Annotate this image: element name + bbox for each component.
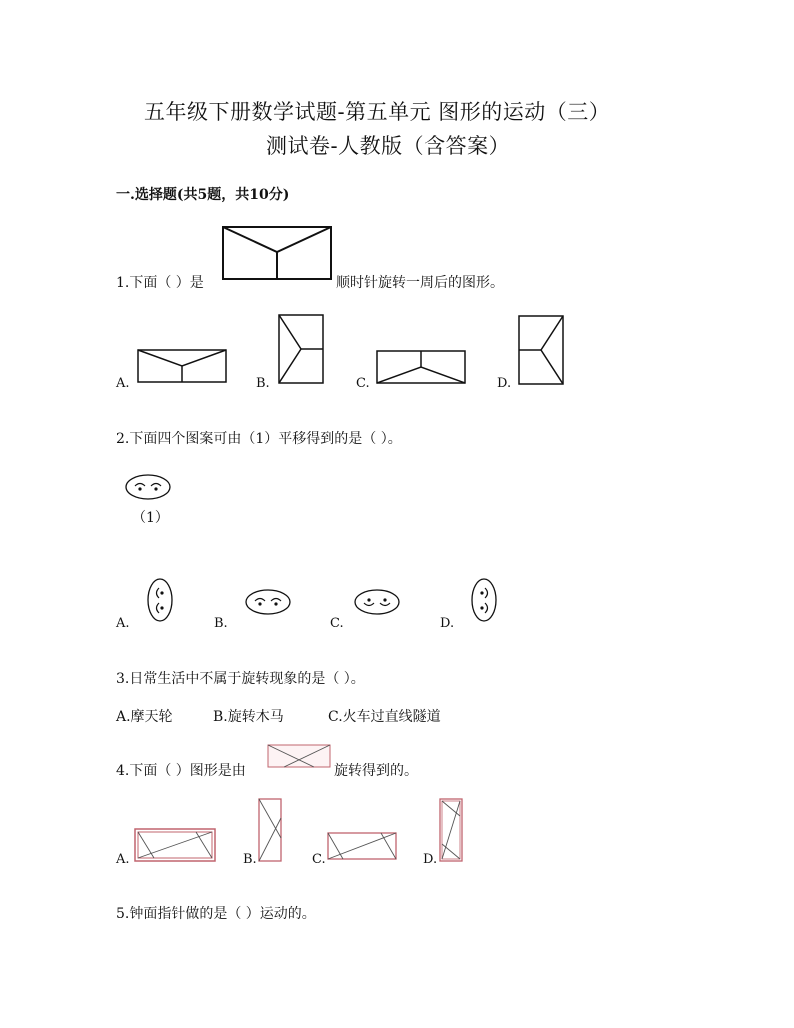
q5-text: 5.钟面指针做的是（ ）运动的。 <box>116 906 316 922</box>
q3-option-b: B.旋转木马 <box>213 709 284 725</box>
q1-option-a-figure <box>137 349 229 385</box>
q1-option-d-label: D. <box>497 376 512 391</box>
q1-suffix: 顺时针旋转一周后的图形。 <box>336 275 504 291</box>
q3-option-a: A.摩天轮 <box>116 709 173 725</box>
q1-option-a-label: A. <box>116 376 130 391</box>
q1-envelope-figure <box>222 226 334 282</box>
q4-option-a-figure <box>134 828 218 864</box>
q1-option-b-label: B. <box>256 376 270 391</box>
q4-suffix: 旋转得到的。 <box>334 763 418 779</box>
q3-option-c: C.火车过直线隧道 <box>328 709 441 725</box>
page-title-line2: 测试卷-人教版（含答案） <box>266 134 511 158</box>
q2-option-a-label: A. <box>116 616 130 631</box>
q2-text: 2.下面四个图案可由（1）平移得到的是（ ）。 <box>116 431 402 447</box>
q1-option-d-figure <box>518 315 566 387</box>
q2-option-b-label: B. <box>214 616 228 631</box>
q1-option-c-figure <box>376 350 468 386</box>
q4-option-d-label: D. <box>423 852 438 867</box>
page-title-line1: 五年级下册数学试题-第五单元 图形的运动（三） <box>144 100 611 124</box>
q4-option-d-figure <box>439 798 465 864</box>
q2-option-d-figure <box>470 578 500 626</box>
q2-option-a-figure <box>146 578 176 626</box>
q4-option-c-label: C. <box>312 852 326 867</box>
q4-option-b-label: B. <box>243 852 257 867</box>
q2-option-c-label: C. <box>330 616 344 631</box>
q1-option-c-label: C. <box>356 376 370 391</box>
q1-prefix: 1.下面（ ）是 <box>116 275 204 291</box>
q2-option-b-figure <box>244 589 294 617</box>
q3-text: 3.日常生活中不属于旋转现象的是（ ）。 <box>116 671 365 687</box>
q4-option-c-figure <box>327 832 399 862</box>
q2-figure-label: （1） <box>132 510 169 526</box>
q2-option-c-figure <box>353 589 403 617</box>
q1-option-b-figure <box>278 314 326 386</box>
q4-rectangle-figure <box>267 744 333 770</box>
section-heading: 一.选择题(共5题，共10分) <box>116 187 290 203</box>
q4-prefix: 4.下面（ ）图形是由 <box>116 763 246 779</box>
q4-option-a-label: A. <box>116 852 130 867</box>
q2-face-figure <box>124 474 174 502</box>
q4-option-b-figure <box>258 798 284 864</box>
q2-option-d-label: D. <box>440 616 455 631</box>
